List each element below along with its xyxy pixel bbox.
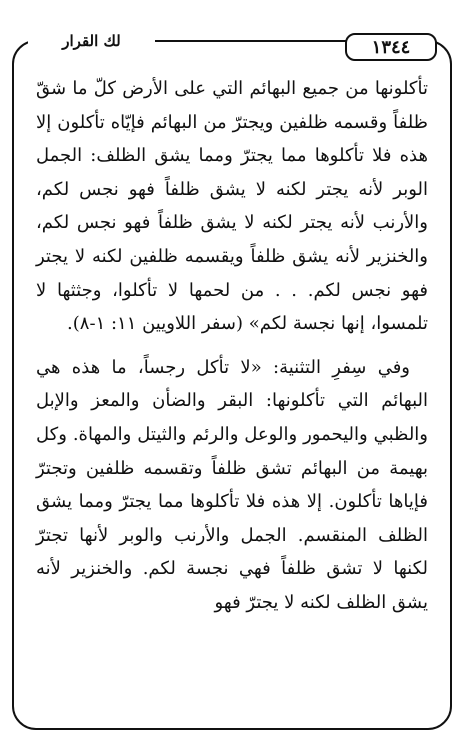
paragraph-1: تأكلونها من جميع البهائم التي على الأرض كلّ ما شقّ ظلفاً وقسمه ظلفين ويجترّ من البهائم فإيّاه تأكلون إلا هذه فلا تأكلوها مما يجترّ ومما يشق الظلف: الجمل الوبر لأنه يجتر لكنه لا يشق ظلفاً فهو نجس لكم، والأرنب لأنه يجتر لكنه لا يشق ظلفاً فهو نجس لكم، والخنزير لأنه يشق ظلفاً ويقسمه ظلفين لكنه لا يجتر فهو نجس لكم. . . من لحمها لا تأكلوا، وجثثها لا تلمسوا، إنها نجسة لكم» (سفر اللاويين ١١: ١-٨). [36, 78, 428, 335]
running-header-title: لك القرار [28, 32, 155, 50]
paragraph-2: وفي سِفرِ التثنية: «لا تأكل رجساً، ما هذه هي البهائم التي تأكلونها: البقر والضأن والمعز والإبل والظبي واليحمور والوعل والرئم والثيتل والمهاة. وكل بهيمة من البهائم تشق ظلفاً وتقسمه ظلفين وتجترّ فإياها تأكلون. إلا هذه فلا تأكلوها مما يجترّ ومما يشق الظلف المنقسم. الجمل والأرنب والوبر لأنها تجترّ لكنها لا تشق ظلفاً فهي نجسة لكم. والخنزير لأنه يشق الظلف لكنه لا يجترّ فهو [36, 356, 428, 613]
page-number: ١٣٤٤ [345, 33, 437, 61]
body-text [36, 72, 428, 732]
